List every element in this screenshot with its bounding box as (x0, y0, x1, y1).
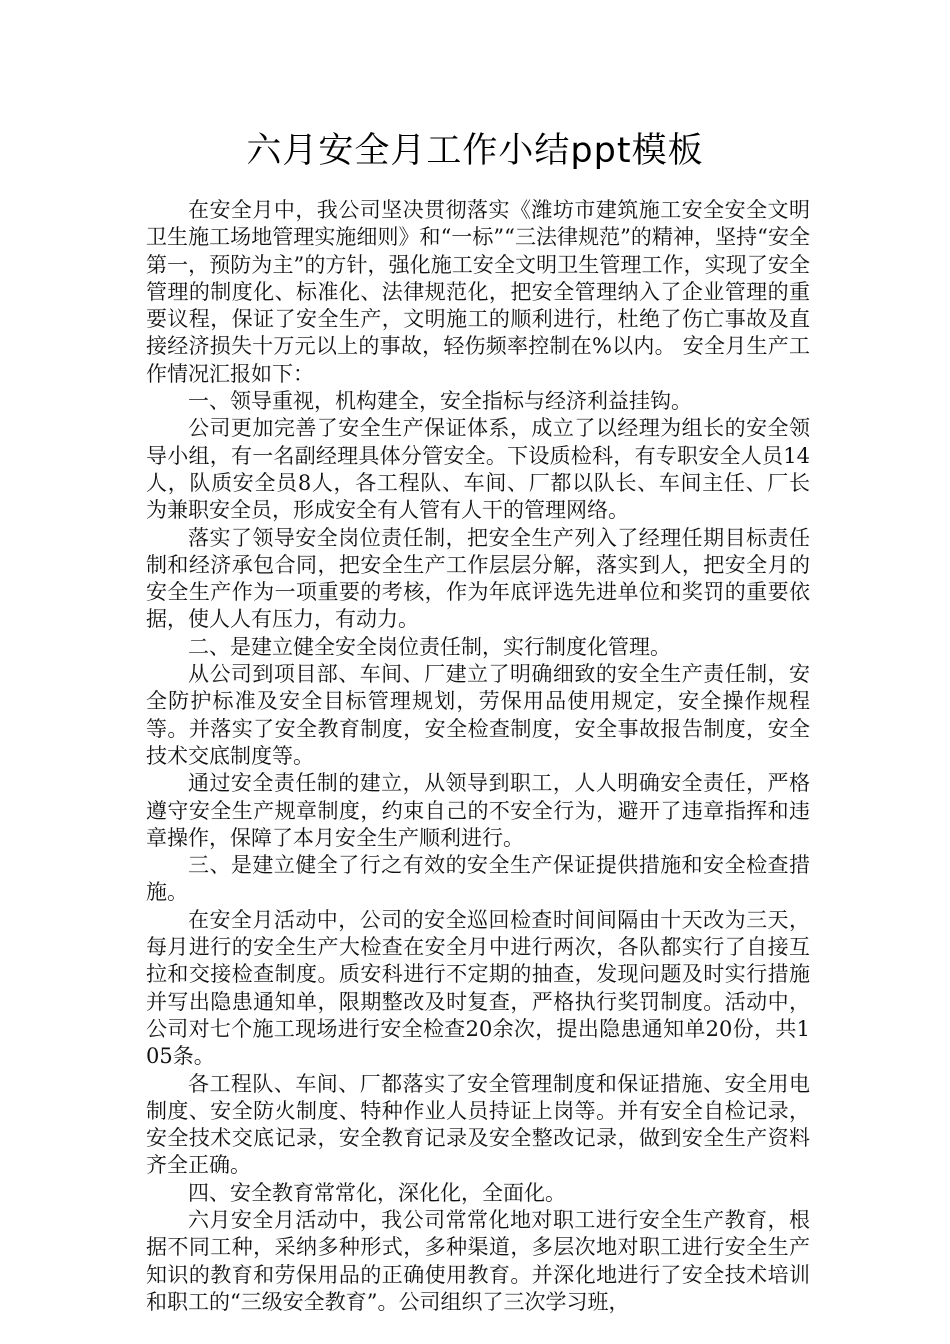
paragraph: 从公司到项目部、车间、厂建立了明确细致的安全生产责任制，安全防护标准及安全目标管理规划，劳保用品使用规定，安全操作规程等。并落实了安全教育制度，安全检查制度，安全事故报告制度，安全技术交底制度等。 (146, 662, 810, 768)
document-title: 六月安全月工作小结ppt模板 (246, 131, 704, 171)
paragraph: 六月安全月活动中，我公司常常化地对职工进行安全生产教育，根据不同工种，采纳多种形式，多种渠道，多层次地对职工进行安全生产知识的教育和劳保用品的正确使用教育。并深化地进行了安全技术培训和职工的“三级安全教育”。公司组织了三次学习班， (146, 1207, 810, 1314)
section-heading: 四、安全教育常常化，深化化，全面化。 (188, 1180, 566, 1205)
paragraph: 公司更加完善了安全生产保证体系，成立了以经理为组长的安全领导小组，有一名副经理具体分管安全。下设质检科，有专职安全人员14人，队质安全员8人，各工程队、车间、厂都以队长、车间主任、厂长为兼职安全员，形成安全有人管有人干的管理网络。 (146, 416, 810, 523)
document-body (146, 197, 810, 1316)
section-heading: 一、领导重视，机构建全，安全指标与经济利益挂钩。 (188, 389, 692, 414)
paragraph: 通过安全责任制的建立，从领导到职工，人人明确安全责任，严格遵守安全生产规章制度，约束自己的不安全行为，避开了违章指挥和违章操作，保障了本月安全生产顺利进行。 (146, 771, 810, 850)
paragraph: 在安全月中，我公司坚决贯彻落实《潍坊市建筑施工安全安全文明卫生施工场地管理实施细则》和“一标”“三法律规范”的精神，坚持“安全第一，预防为主”的方针，强化施工安全文明卫生管理工作，实现了安全管理的制度化、标准化、法律规范化，把安全管理纳入了企业管理的重要议程，保证了安全生产，文明施工的顺利进行，杜绝了伤亡事故及直接经济损失十万元以上的事故，轻伤频率控制在%以内。 安全月生产工作情况汇报如下： (146, 198, 810, 386)
section-heading: 二、是建立健全安全岗位责任制，实行制度化管理。 (188, 634, 671, 659)
section-heading: 三、是建立健全了行之有效的安全生产保证提供措施和安全检查措施。 (146, 853, 810, 905)
paragraph: 落实了领导安全岗位责任制，把安全生产列入了经理任期目标责任制和经济承包合同，把安全生产工作层层分解，落实到人，把安全月的安全生产作为一项重要的考核，作为年底评选先进单位和奖罚的重要依据，使人人有压力，有动力。 (146, 525, 810, 632)
paragraph: 各工程队、车间、厂都落实了安全管理制度和保证措施、安全用电制度、安全防火制度、特种作业人员持证上岗等。并有安全自检记录，安全技术交底记录，安全教育记录及安全整改记录，做到安全生产资料齐全正确。 (146, 1071, 810, 1178)
paragraph: 在安全月活动中，公司的安全巡回检查时间间隔由十天改为三天，每月进行的安全生产大检查在安全月中进行两次，各队都实行了自接互拉和交接检查制度。质安科进行不定期的抽查，发现问题及时实行措施并写出隐患通知单，限期整改及时复查，严格执行奖罚制度。活动中，公司对七个施工现场进行安全检查20余次，提出隐患通知单20份，共105条。 (146, 907, 810, 1069)
